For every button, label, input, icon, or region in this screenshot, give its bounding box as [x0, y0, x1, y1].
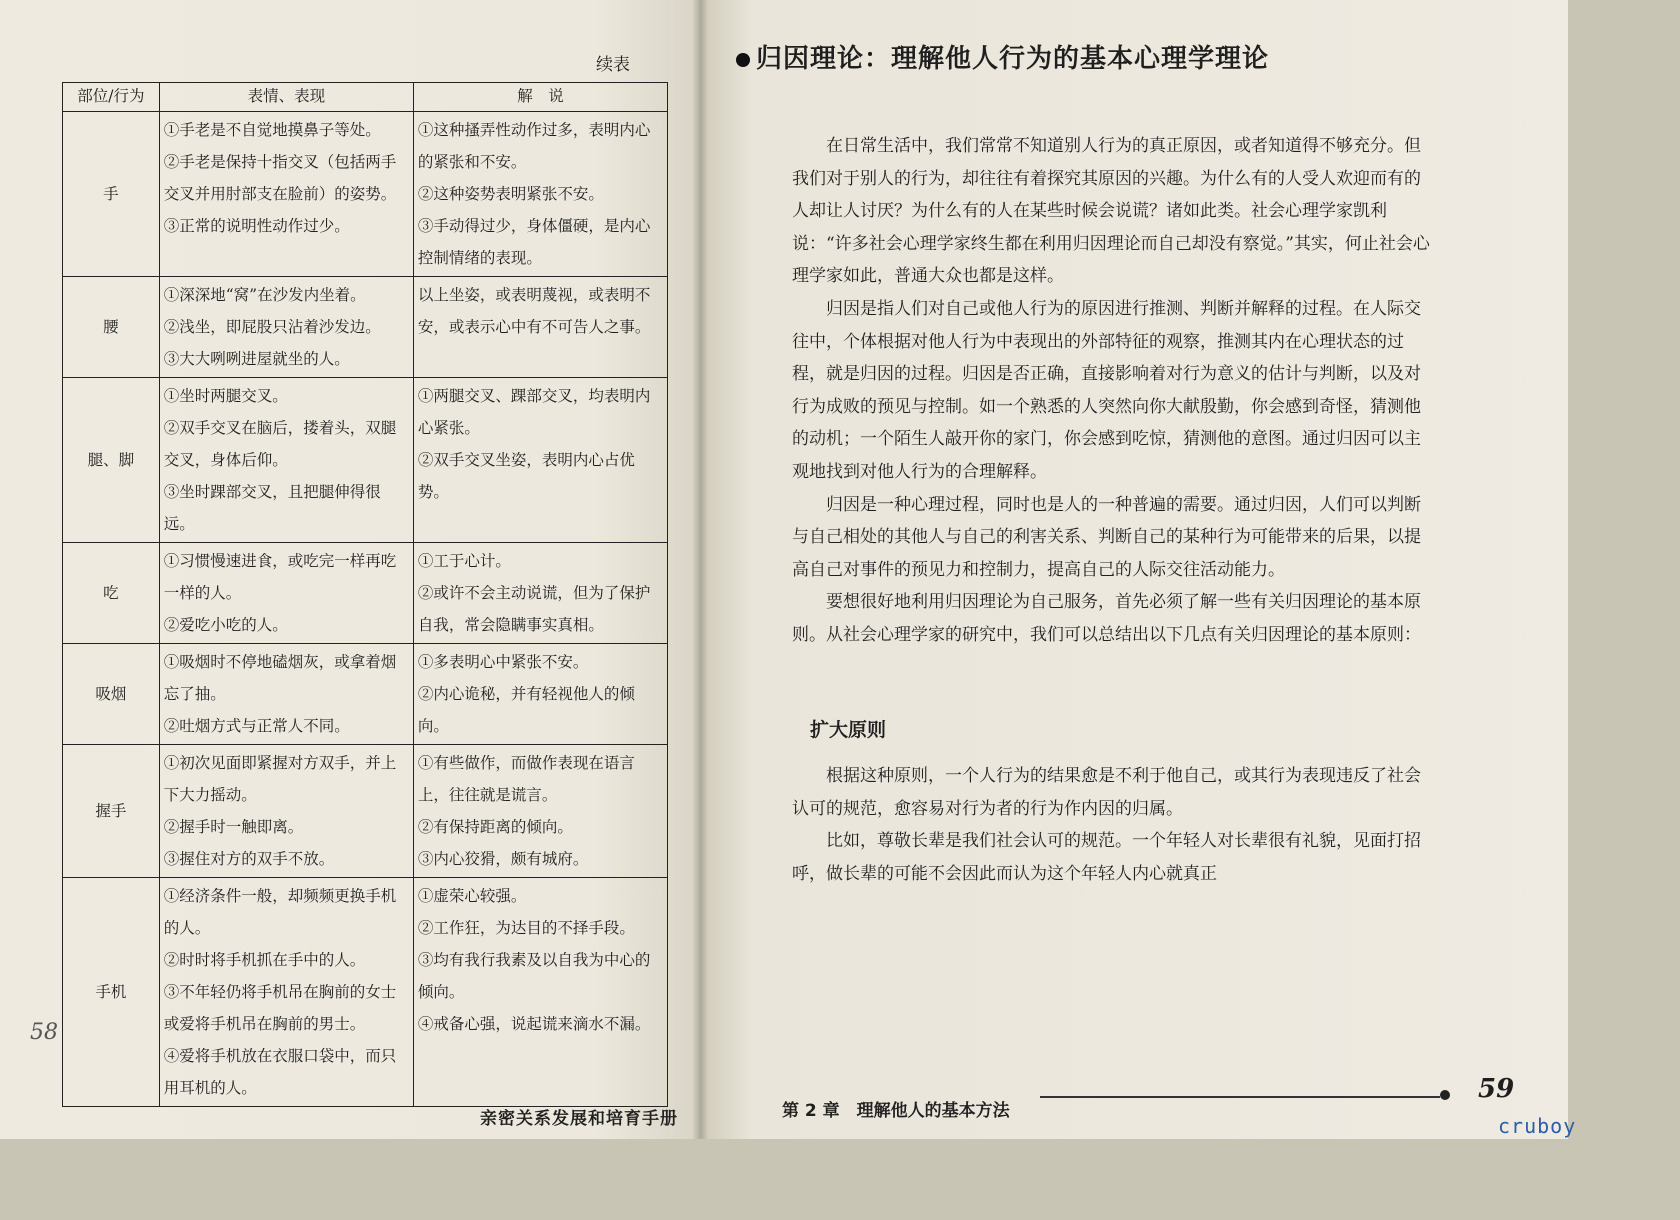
- table-header-row: [63, 83, 668, 112]
- explanation-item: ②或许不会主动说谎，但为了保护自我，常会隐瞒事实真相。: [417, 584, 651, 634]
- row-part: 腿、脚: [63, 378, 160, 543]
- footer-rule: [1040, 1096, 1440, 1098]
- expression-item: ①坐时两腿交叉。: [163, 387, 288, 405]
- explanation-item: ②有保持距离的倾向。: [417, 818, 573, 836]
- paragraph: 根据这种原则，一个人行为的结果愈是不利于他自己，或其行为表现违反了社会认可的规范，愈容易对行为者的行为作内因的归属。: [792, 766, 1421, 819]
- row-explanations: [413, 644, 667, 745]
- paragraph: 归因是指人们对自己或他人行为的原因进行推测、判断并解释的过程。在人际交往中，个体根据对他人行为中表现出的外部特征的观察，推测其内在心理状态的过程，就是归因的过程。归因是否正确，直接影响着对行为意义的估计与判断，以及对行为成败的预见与控制。如一个熟悉的人突然向你大献殷勤，你会感到奇怪，猜测他的动机；一个陌生人敲开你的家门，你会感到吃惊，猜测他的意图。通过归因可以主观地找到对他人行为的合理解释。: [792, 298, 1421, 482]
- row-expressions: [159, 378, 413, 543]
- expression-item: ③握住对方的双手不放。: [163, 850, 335, 868]
- page-number-left: 58: [30, 1020, 58, 1045]
- table-row: [63, 543, 668, 644]
- explanation-item: ①多表明心中紧张不安。: [417, 653, 589, 671]
- table-row: [63, 878, 668, 1107]
- explanation-item: ①这种搔弄性动作过多，表明内心的紧张和不安。: [417, 121, 651, 171]
- table-body: [63, 112, 668, 1107]
- expression-item: ①习惯慢速进食，或吃完一样再吃一样的人。: [163, 552, 397, 602]
- footer-dot-icon: [1440, 1090, 1450, 1100]
- header-explanation: 解 说: [413, 83, 667, 112]
- expression-item: ③大大咧咧进屋就坐的人。: [163, 350, 350, 368]
- table-row: [63, 112, 668, 277]
- table-row: [63, 644, 668, 745]
- table-row: [63, 277, 668, 378]
- row-part: 吃: [63, 543, 160, 644]
- paragraph: 比如，尊敬长辈是我们社会认可的规范。一个年轻人对长辈很有礼貌，见面打招呼，做长辈的可能不会因此而认为这个年轻人内心就真正: [792, 831, 1421, 884]
- explanation-item: ③手动得过少，身体僵硬，是内心控制情绪的表现。: [417, 217, 651, 267]
- row-part: 吸烟: [63, 644, 160, 745]
- continued-label: 续表: [596, 55, 630, 75]
- explanation-item: ③均有我行我素及以自我为中心的倾向。: [417, 951, 651, 1001]
- expression-item: ①吸烟时不停地磕烟灰，或拿着烟忘了抽。: [163, 653, 397, 703]
- behavior-table: [62, 82, 668, 1107]
- row-part: 手: [63, 112, 160, 277]
- row-explanations: [413, 112, 667, 277]
- bullet-icon: [736, 53, 750, 67]
- explanation-item: ④戒备心强，说起谎来滴水不漏。: [417, 1015, 651, 1033]
- footer-chapter: 第 2 章 理解他人的基本方法: [782, 1101, 1010, 1121]
- expression-item: ②爱吃小吃的人。: [163, 616, 288, 634]
- row-explanations: [413, 745, 667, 878]
- left-page: [0, 0, 700, 1139]
- expression-item: ②握手时一触即离。: [163, 818, 304, 836]
- book-gutter: [692, 0, 708, 1139]
- row-explanations: [413, 878, 667, 1107]
- row-expressions: [159, 543, 413, 644]
- row-explanations: [413, 378, 667, 543]
- footer-left: 亲密关系发展和培育手册: [480, 1109, 678, 1129]
- expression-item: ②浅坐，即屁股只沾着沙发边。: [163, 318, 381, 336]
- explanation-item: ①虚荣心较强。: [417, 887, 527, 905]
- page-number-right: 59: [1478, 1074, 1515, 1104]
- explanation-item: 以上坐姿，或表明蔑视，或表明不安，或表示心中有不可告人之事。: [417, 286, 651, 336]
- watermark: cruboy: [1498, 1114, 1577, 1138]
- paragraph: 在日常生活中，我们常常不知道别人行为的真正原因，或者知道得不够充分。但我们对于别人的行为，却往往有着探究其原因的兴趣。为什么有的人受人欢迎而有的人却让人讨厌？为什么有的人在某些时候会说谎？诸如此类。社会心理学家凯利说：“许多社会心理学家终生都在利用归因理论而自己却没有察觉。”其实，何止社会心理学家如此，普通大众也都是这样。: [792, 136, 1430, 287]
- row-expressions: [159, 644, 413, 745]
- row-part: 手机: [63, 878, 160, 1107]
- chapter-section-title: [736, 38, 1269, 75]
- table-row: [63, 378, 668, 543]
- expression-item: ②手老是保持十指交叉（包括两手交叉并用肘部支在脸前）的姿势。: [163, 153, 397, 203]
- row-part: 腰: [63, 277, 160, 378]
- explanation-item: ②工作狂，为达目的不择手段。: [417, 919, 635, 937]
- table-row: [63, 745, 668, 878]
- expression-item: ②双手交叉在脑后，搂着头，双腿交叉，身体后仰。: [163, 419, 397, 469]
- explanation-item: ②内心诡秘，并有轻视他人的倾向。: [417, 685, 635, 735]
- expression-item: ①初次见面即紧握对方双手，并上下大力摇动。: [163, 754, 397, 804]
- expression-item: ③不年轻仍将手机吊在胸前的女士或爱将手机吊在胸前的男士。: [163, 983, 397, 1033]
- explanation-item: ①工于心计。: [417, 552, 511, 570]
- expression-item: ①经济条件一般，却频频更换手机的人。: [163, 887, 397, 937]
- row-part: 握手: [63, 745, 160, 878]
- row-expressions: [159, 878, 413, 1107]
- header-expression: 表情、表现: [159, 83, 413, 112]
- expression-item: ③坐时踝部交叉，且把腿伸得很远。: [163, 483, 381, 533]
- section-heading: 扩大原则: [810, 718, 887, 741]
- title-text: 归因理论：理解他人行为的基本心理学理论: [756, 44, 1270, 74]
- row-expressions: [159, 112, 413, 277]
- expression-item: ②吐烟方式与正常人不同。: [163, 717, 350, 735]
- explanation-item: ②双手交叉坐姿，表明内心占优势。: [417, 451, 635, 501]
- expression-item: ③正常的说明性动作过少。: [163, 217, 350, 235]
- row-explanations: [413, 543, 667, 644]
- expression-item: ①手老是不自觉地摸鼻子等处。: [163, 121, 381, 139]
- explanation-item: ①两腿交叉、踝部交叉，均表明内心紧张。: [417, 387, 651, 437]
- paragraph: 归因是一种心理过程，同时也是人的一种普遍的需要。通过归因，人们可以判断与自己相处的其他人与自己的利害关系、判断自己的某种行为可能带来的后果，以提高自己对事件的预见力和控制力，提高自己的人际交往活动能力。: [792, 494, 1421, 580]
- expression-item: ②时时将手机抓在手中的人。: [163, 951, 366, 969]
- right-body: [792, 130, 1432, 890]
- row-expressions: [159, 277, 413, 378]
- explanation-item: ①有些做作，而做作表现在语言上，往往就是谎言。: [417, 754, 635, 804]
- row-expressions: [159, 745, 413, 878]
- expression-item: ④爱将手机放在衣服口袋中，而只用耳机的人。: [163, 1047, 397, 1097]
- explanation-item: ②这种姿势表明紧张不安。: [417, 185, 604, 203]
- paragraph: 要想很好地利用归因理论为自己服务，首先必须了解一些有关归因理论的基本原则。从社会心理学家的研究中，我们可以总结出以下几点有关归因理论的基本原则：: [792, 592, 1421, 645]
- row-explanations: [413, 277, 667, 378]
- expression-item: ①深深地“窝”在沙发内坐着。: [163, 286, 366, 304]
- explanation-item: ③内心狡猾，颇有城府。: [417, 850, 589, 868]
- header-part: 部位/行为: [63, 83, 160, 112]
